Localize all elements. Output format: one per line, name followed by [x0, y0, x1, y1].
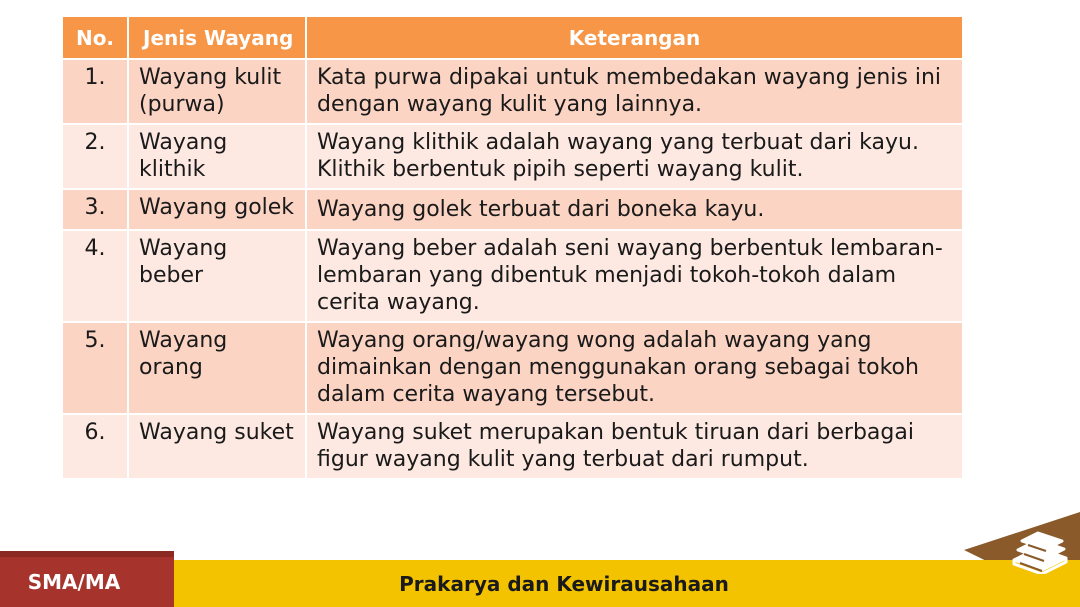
footer-subject-title: Prakarya dan Kewirausahaan	[399, 571, 729, 596]
wayang-table	[63, 17, 962, 480]
jenis-wayang-cell: Wayang golek	[129, 190, 307, 231]
keterangan-cell: Wayang suket merupakan bentuk tiruan dari berbagai figur wayang kulit yang terbuat dari rumput.	[307, 415, 962, 480]
table-row	[63, 190, 962, 231]
table-row	[63, 323, 962, 415]
table-row	[63, 415, 962, 480]
jenis-wayang-cell: Wayang suket	[129, 415, 307, 480]
row-number: 3.	[63, 190, 129, 231]
table-row	[63, 125, 962, 190]
row-number: 4.	[63, 231, 129, 323]
keterangan-cell: Wayang orang/wayang wong adalah wayang yang dimainkan dengan menggunakan orang sebagai tokoh dalam cerita wayang tersebut.	[307, 323, 962, 415]
jenis-wayang-cell: Wayang kulit (purwa)	[129, 60, 307, 125]
keterangan-cell: Kata purwa dipakai untuk membedakan wayang jenis ini dengan wayang kulit yang lainnya.	[307, 60, 962, 125]
keterangan-cell: Wayang golek terbuat dari boneka kayu.	[307, 190, 962, 231]
row-number: 1.	[63, 60, 129, 125]
table-row	[63, 60, 962, 125]
header-no: No.	[63, 17, 129, 60]
jenis-wayang-cell: Wayang beber	[129, 231, 307, 323]
book-stack-icon	[1008, 530, 1070, 574]
table-row	[63, 231, 962, 323]
keterangan-cell: Wayang klithik adalah wayang yang terbuat dari kayu. Klithik berbentuk pipih seperti wayang kulit.	[307, 125, 962, 190]
keterangan-cell: Wayang beber adalah seni wayang berbentuk lembaran- lembaran yang dibentuk menjadi tokoh-tokoh dalam cerita wayang.	[307, 231, 962, 323]
header-jenis-wayang: Jenis Wayang	[129, 17, 307, 60]
header-keterangan: Keterangan	[307, 17, 962, 60]
row-number: 2.	[63, 125, 129, 190]
table-header-row	[63, 17, 962, 60]
wayang-table-container	[63, 17, 962, 480]
footer-level-label: SMA/MA	[27, 570, 121, 594]
row-number: 5.	[63, 323, 129, 415]
jenis-wayang-cell: Wayang orang	[129, 323, 307, 415]
row-number: 6.	[63, 415, 129, 480]
jenis-wayang-cell: Wayang klithik	[129, 125, 307, 190]
